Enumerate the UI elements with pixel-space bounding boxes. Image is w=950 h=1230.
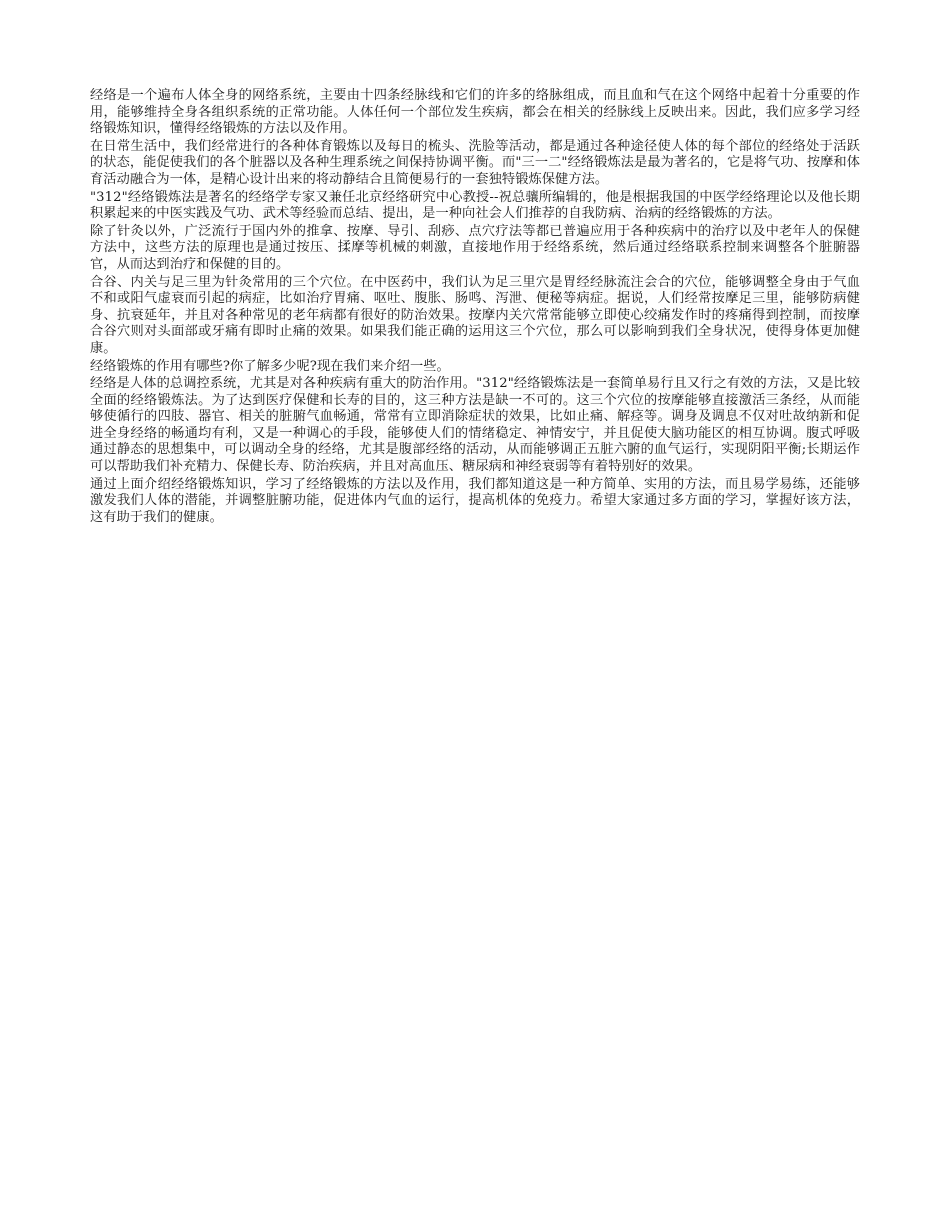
paragraph-acupoints: 合谷、内关与足三里为针灸常用的三个穴位。在中医药中，我们认为足三里穴是胃经经脉流注会合的穴位，能够调整全身由于气血不和或阳气虚衰而引起的病症，比如治疗胃痛、呕吐、腹胀、肠鸣、泻泄、便秘等病症。据说，人们经常按摩足三里，能够防病健身、抗衰延年，并且对各种常见的老年病都有很好的防治效果。按摩内关穴常常能够立即使心绞痛发作时的疼痛得到控制，而按摩合谷穴则对头面部或牙痛有即时止痛的效果。如果我们能正确的运用这三个穴位，那么可以影响到我们全身状况，使得身体更加健康。 bbox=[90, 274, 860, 356]
paragraph-intro: 经络是一个遍布人体全身的网络系统，主要由十四条经脉线和它们的许多的络脉组成，而且血和气在这个网络中起着十分重要的作用，能够维持全身各组织系统的正常功能。人体任何一个部位发生疾病，都会在相关的经脉线上反映出来。因此，我们应多学习经络锻炼知识，懂得经络锻炼的方法以及作用。 bbox=[90, 88, 860, 137]
paragraph-conclusion: 通过上面介绍经络锻炼知识，学习了经络锻炼的方法以及作用，我们都知道这是一种方简单、实用的方法，而且易学易练，还能够激发我们人体的潜能，并调整脏腑功能，促进体内气血的运行，提高机体的免疫力。希望大家通过多方面的学习，掌握好该方法，这有助于我们的健康。 bbox=[90, 476, 860, 525]
paragraph-question: 经络锻炼的作用有哪些?你了解多少呢?现在我们来介绍一些。 bbox=[90, 358, 450, 374]
paragraph-effects: 经络是人体的总调控系统，尤其是对各种疾病有重大的防治作用。"312"经络锻炼法是一套简单易行且又行之有效的方法，又是比较全面的经络锻炼法。为了达到医疗保健和长寿的目的，这三种方法是缺一不可的。这三个穴位的按摩能够直接激活三条经，从而能够使循行的四肢、器官、相关的脏腑气血畅通，常常有立即消除症状的效果，比如止痛、解痉等。调身及调息不仅对吐故纳新和促进全身经络的畅通均有利，又是一种调心的手段，能够使人们的情绪稳定、神情安宁，并且促使大脑功能区的相互协调。腹式呼吸通过静态的思想集中，可以调动全身的经络，尤其是腹部经络的活动，从而能够调正五脏六腑的血气运行，实现阴阳平衡;长期运作可以帮助我们补充精力、保健长寿、防治疾病，并且对高血压、糖尿病和神经衰弱等有着特别好的效果。 bbox=[90, 376, 860, 475]
paragraph-daily-exercise: 在日常生活中，我们经常进行的各种体育锻炼以及每日的梳头、洗脸等活动，都是通过各种途径使人体的每个部位的经络处于活跃的状态，能促使我们的各个脏器以及各种生理系统之间保持协调平衡。而"三一二"经络锻炼法是最为著名的，它是将气功、按摩和体育活动融合为一体，是精心设计出来的将动静结合且简便易行的一套独特锻炼保健方法。 bbox=[90, 138, 860, 187]
document-body bbox=[90, 88, 860, 526]
paragraph-312-method-origin: "312"经络锻炼法是著名的经络学专家又兼任北京经络研究中心教授--祝总骧所编辑的，他是根据我国的中医学经络理论以及他长期积累起来的中医实践及气功、武术等经验而总结、提出，是一种向社会人们推荐的自我防病、治病的经络锻炼的方法。 bbox=[90, 189, 860, 222]
paragraph-massage-methods: 除了针灸以外，广泛流行于国内外的推拿、按摩、导引、刮痧、点穴疗法等都已普遍应用于各种疾病中的治疗以及中老年人的保健方法中，这些方法的原理也是通过按压、揉摩等机械的刺激，直接地作用于经络系统，然后通过经络联系控制来调整各个脏腑器官，从而达到治疗和保健的目的。 bbox=[90, 223, 860, 272]
